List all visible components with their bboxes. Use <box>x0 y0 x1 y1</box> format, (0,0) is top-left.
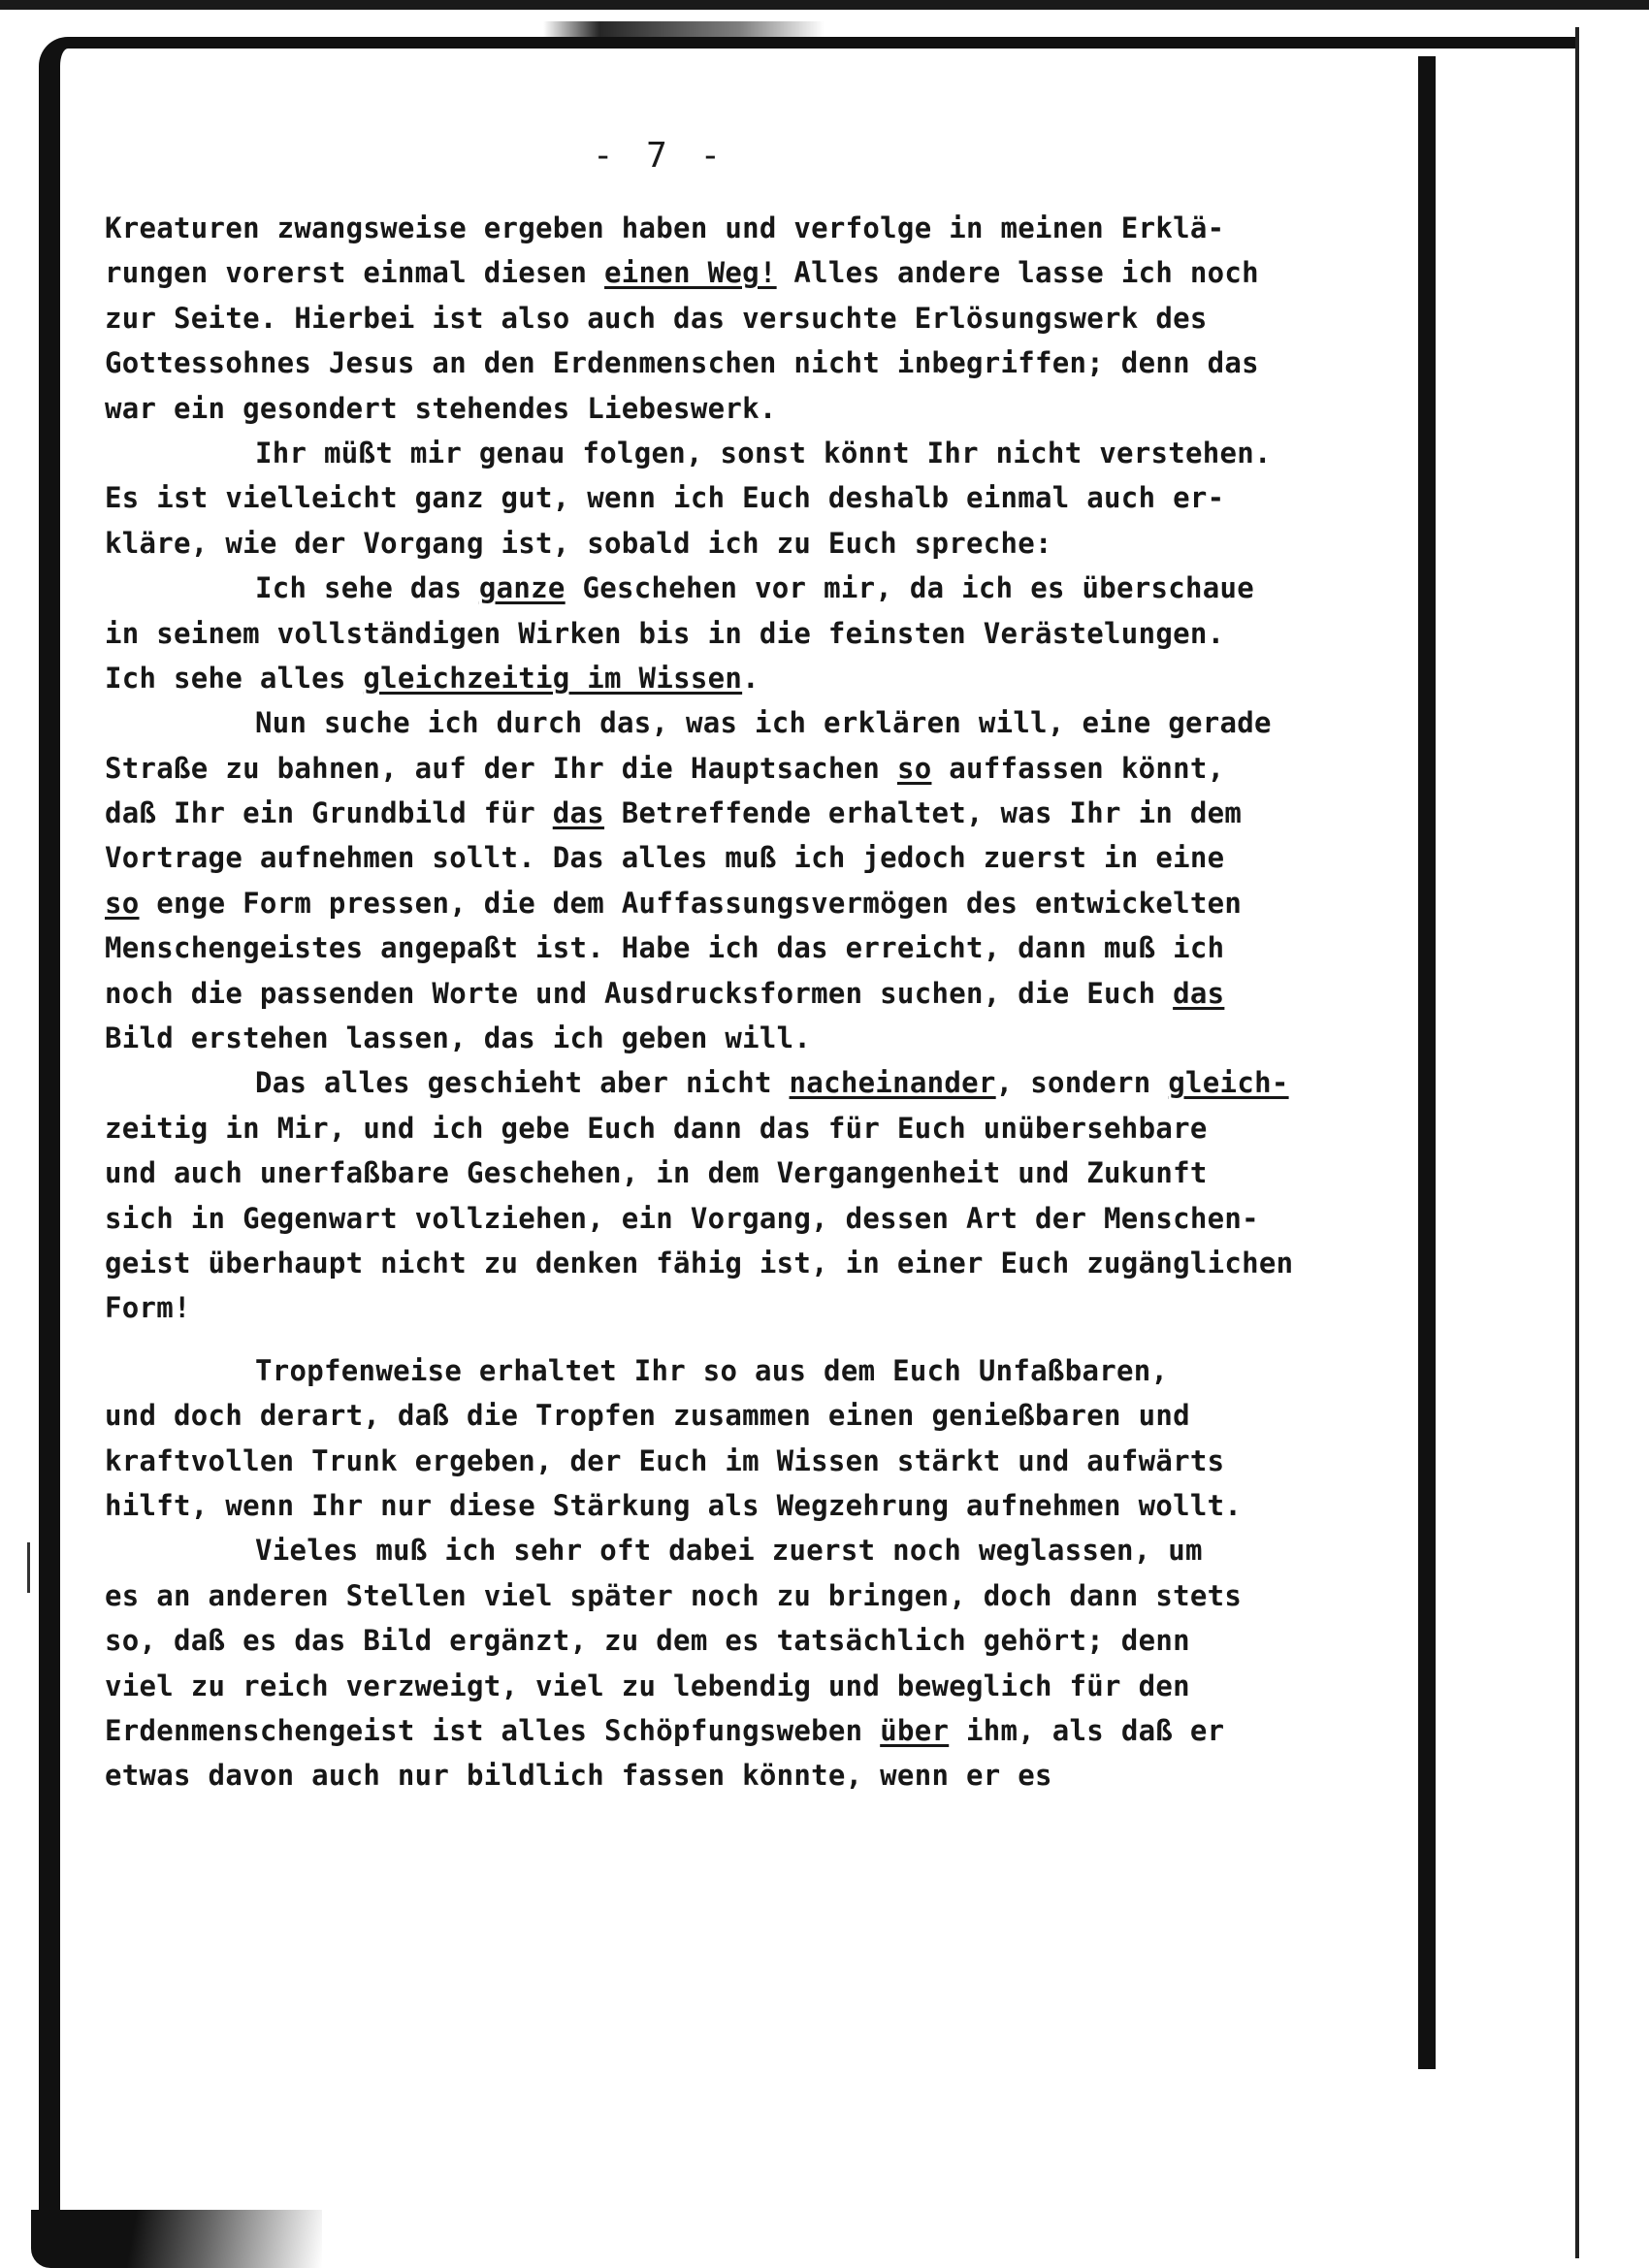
text-line <box>105 1664 1443 1708</box>
paragraph <box>105 1528 1443 1798</box>
text-segment: Vieles muß ich sehr oft dabei zuerst noch weglassen, um <box>255 1534 1203 1568</box>
text-segment: zur Seite. Hierbei ist also auch das versuchte Erlösungswerk des <box>105 301 1208 335</box>
text-line <box>105 1060 1443 1105</box>
text-segment: Betreffende erhaltet, was Ihr in dem <box>604 796 1243 830</box>
text-line <box>105 1753 1443 1798</box>
underlined-text: ganze <box>478 571 566 605</box>
text-segment: kraftvollen Trunk ergeben, der Euch im Wissen stärkt und aufwärts <box>105 1443 1225 1477</box>
text-segment: ihm, als daß er <box>949 1713 1225 1747</box>
text-segment: noch die passenden Worte und Ausdrucksformen suchen, die Euch <box>105 976 1174 1010</box>
text-segment: Straße zu bahnen, auf der Ihr die Hauptsachen <box>105 751 897 785</box>
text-line <box>105 925 1443 970</box>
text-segment: Nun suche ich durch das, was ich erklären will, eine gerade <box>255 706 1272 740</box>
text-line <box>105 835 1443 880</box>
underlined-text: gleichzeitig im Wissen <box>363 661 743 695</box>
text-line <box>105 1618 1443 1663</box>
text-segment: Geschehen vor mir, da ich es überschaue <box>565 571 1255 605</box>
text-segment: , sondern <box>995 1066 1169 1100</box>
text-segment: Bild erstehen lassen, das ich geben will. <box>105 1021 812 1055</box>
text-segment: Ich sehe alles <box>105 661 364 695</box>
text-line <box>105 386 1443 431</box>
page-number: - 7 - <box>592 136 728 176</box>
text-line <box>105 1016 1443 1060</box>
text-segment: zeitig in Mir, und ich gebe Euch dann das für Euch unübersehbare <box>105 1111 1208 1145</box>
text-segment: daß Ihr ein Grundbild für <box>105 796 553 830</box>
underlined-text: das <box>552 796 605 830</box>
text-segment: Erdenmenschengeist ist alles Schöpfungsweben <box>105 1713 881 1747</box>
text-segment: . <box>742 661 760 695</box>
text-line <box>105 1150 1443 1195</box>
text-segment: Das alles geschieht aber nicht <box>255 1066 790 1100</box>
text-line <box>105 206 1443 250</box>
paragraph <box>105 1348 1443 1529</box>
text-line <box>105 881 1443 925</box>
typewritten-body-text <box>105 206 1443 1798</box>
text-segment: kläre, wie der Vorgang ist, sobald ich zu Euch spreche: <box>105 526 1052 560</box>
underlined-text: so <box>896 751 932 785</box>
text-line <box>105 1483 1443 1528</box>
text-segment: geist überhaupt nicht zu denken fähig ist, in einer Euch zugänglichen <box>105 1246 1294 1280</box>
text-segment: Ich sehe das <box>255 571 479 605</box>
text-segment: Form! <box>105 1291 191 1325</box>
text-line <box>105 611 1443 656</box>
text-segment: Ihr müßt mir genau folgen, sonst könnt Ihr nicht verstehen. <box>255 436 1272 470</box>
paragraph <box>105 1060 1443 1330</box>
scan-top-edge <box>0 0 1649 10</box>
text-segment: sich in Gegenwart vollziehen, ein Vorgang, dessen Art der Menschen- <box>105 1201 1259 1235</box>
text-segment: Es ist vielleicht ganz gut, wenn ich Euch deshalb einmal auch er- <box>105 481 1225 515</box>
bottom-scan-smudge <box>31 2210 322 2268</box>
text-line <box>105 250 1443 295</box>
text-segment: Alles andere lasse ich noch <box>776 256 1259 290</box>
text-segment: so, daß es das Bild ergänzt, zu dem es tatsächlich gehört; denn <box>105 1624 1190 1658</box>
right-page-edge <box>1575 27 1579 2258</box>
text-line <box>105 700 1443 745</box>
text-line <box>105 1573 1443 1618</box>
text-line <box>105 340 1443 385</box>
text-line <box>105 521 1443 566</box>
text-segment: Vortrage aufnehmen sollt. Das alles muß ich jedoch zuerst in eine <box>105 841 1225 875</box>
underlined-text: einen Weg! <box>604 256 777 290</box>
text-line <box>105 296 1443 340</box>
underlined-text: über <box>880 1713 950 1747</box>
text-segment: etwas davon auch nur bildlich fassen könnte, wenn er es <box>105 1759 1052 1793</box>
text-segment: und doch derart, daß die Tropfen zusammen einen genießbaren und <box>105 1399 1190 1433</box>
text-line <box>105 656 1443 700</box>
text-line <box>105 431 1443 475</box>
text-line <box>105 1528 1443 1572</box>
text-segment: hilft, wenn Ihr nur diese Stärkung als Wegzehrung aufnehmen wollt. <box>105 1488 1243 1522</box>
text-line <box>105 566 1443 610</box>
text-line <box>105 1106 1443 1150</box>
text-segment: rungen vorerst einmal diesen <box>105 256 605 290</box>
text-line <box>105 791 1443 835</box>
text-segment: Menschengeistes angepaßt ist. Habe ich das erreicht, dann muß ich <box>105 931 1225 965</box>
text-segment: auffassen könnt, <box>931 751 1225 785</box>
text-segment: enge Form pressen, die dem Auffassungsvermögen des entwickelten <box>139 886 1243 920</box>
text-line <box>105 1708 1443 1753</box>
text-line <box>105 1348 1443 1393</box>
text-line <box>105 1439 1443 1483</box>
underlined-text: so <box>105 886 140 920</box>
underlined-text: gleich- <box>1168 1066 1289 1100</box>
underlined-text: nacheinander <box>789 1066 996 1100</box>
text-segment: Kreaturen zwangsweise ergeben haben und verfolge in meinen Erklä- <box>105 211 1225 244</box>
text-line <box>105 971 1443 1016</box>
text-segment: Tropfenweise erhaltet Ihr so aus dem Euch Unfaßbaren, <box>255 1353 1169 1387</box>
text-segment: Gottessohnes Jesus an den Erdenmenschen nicht inbegriffen; denn das <box>105 346 1259 380</box>
left-margin-mark <box>27 1542 30 1593</box>
text-line <box>105 746 1443 791</box>
text-line <box>105 1241 1443 1285</box>
text-line <box>105 475 1443 520</box>
text-segment: war ein gesondert stehendes Liebeswerk. <box>105 391 777 425</box>
paragraph <box>105 566 1443 700</box>
text-line <box>105 1285 1443 1330</box>
text-segment: und auch unerfaßbare Geschehen, in dem Vergangenheit und Zukunft <box>105 1156 1208 1190</box>
paragraph <box>105 206 1443 431</box>
text-line <box>105 1393 1443 1438</box>
paragraph <box>105 431 1443 566</box>
text-line <box>105 1196 1443 1241</box>
underlined-text: das <box>1173 976 1225 1010</box>
text-segment: viel zu reich verzweigt, viel zu lebendig und beweglich für den <box>105 1669 1190 1702</box>
text-segment: in seinem vollständigen Wirken bis in die feinsten Verästelungen. <box>105 616 1225 650</box>
text-segment: es an anderen Stellen viel später noch zu bringen, doch dann stets <box>105 1578 1243 1612</box>
paragraph <box>105 700 1443 1060</box>
